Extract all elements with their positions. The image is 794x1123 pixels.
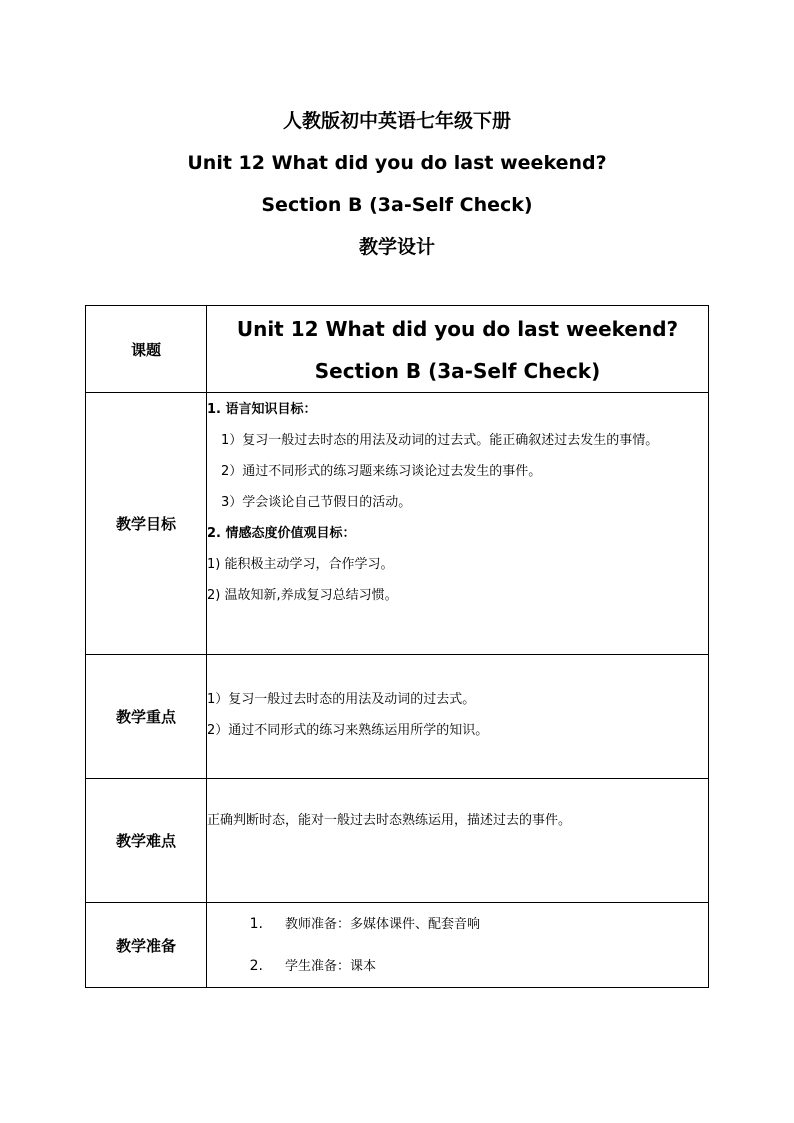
row-key-points xyxy=(86,655,709,779)
label-preparation: 教学准备 xyxy=(86,903,207,988)
preparation-item xyxy=(207,903,708,945)
row-preparation xyxy=(86,903,709,988)
topic-unit: Unit 12 What did you do last weekend? xyxy=(236,317,679,341)
row-difficulties xyxy=(86,779,709,903)
objectives-content xyxy=(207,393,709,655)
objective-item: 3）学会谈论自己节假日的活动。 xyxy=(221,495,412,510)
label-topic: 课题 xyxy=(86,306,207,393)
key-points-content xyxy=(207,655,709,779)
preparation-number: 2. xyxy=(249,958,263,974)
title-textbook: 人教版初中英语七年级下册 xyxy=(282,110,511,132)
document-title xyxy=(0,100,794,268)
preparation-item xyxy=(207,945,708,987)
row-topic xyxy=(86,306,709,393)
preparation-content xyxy=(207,903,709,988)
preparation-text: 学生准备：课本 xyxy=(285,959,377,974)
lesson-plan-table xyxy=(85,305,709,988)
label-objectives: 教学目标 xyxy=(86,393,207,655)
key-point-item: 1）复习一般过去时态的用法及动词的过去式。 xyxy=(207,692,476,707)
topic-value xyxy=(207,306,709,393)
objective-item: 1）复习一般过去时态的用法及动词的过去式。能正确叙述过去发生的事情。 xyxy=(221,433,659,448)
topic-section: Section B (3a-Self Check) xyxy=(314,359,601,383)
preparation-number: 1. xyxy=(249,916,263,932)
objective-item: 2）通过不同形式的练习题来练习谈论过去发生的事件。 xyxy=(221,464,542,479)
objective-heading-knowledge: 1. 语言知识目标： xyxy=(207,402,317,417)
objective-item: 1) 能积极主动学习，合作学习。 xyxy=(207,557,394,572)
title-doc-type: 教学设计 xyxy=(358,236,435,258)
label-difficulties: 教学难点 xyxy=(86,779,207,903)
key-point-item: 2）通过不同形式的练习来熟练运用所学的知识。 xyxy=(207,723,489,738)
difficulty-item: 正确判断时态，能对一般过去时态熟练运用，描述过去的事件。 xyxy=(207,813,572,828)
difficulties-content xyxy=(207,779,709,903)
preparation-text: 教师准备：多媒体课件、配套音响 xyxy=(285,917,481,932)
row-objectives xyxy=(86,393,709,655)
title-unit: Unit 12 What did you do last weekend? xyxy=(187,152,607,174)
label-key-points: 教学重点 xyxy=(86,655,207,779)
title-section: Section B (3a-Self Check) xyxy=(261,194,533,216)
objective-heading-attitude: 2. 情感态度价值观目标： xyxy=(207,526,356,541)
objective-item: 2) 温故知新,养成复习总结习惯。 xyxy=(207,588,398,603)
